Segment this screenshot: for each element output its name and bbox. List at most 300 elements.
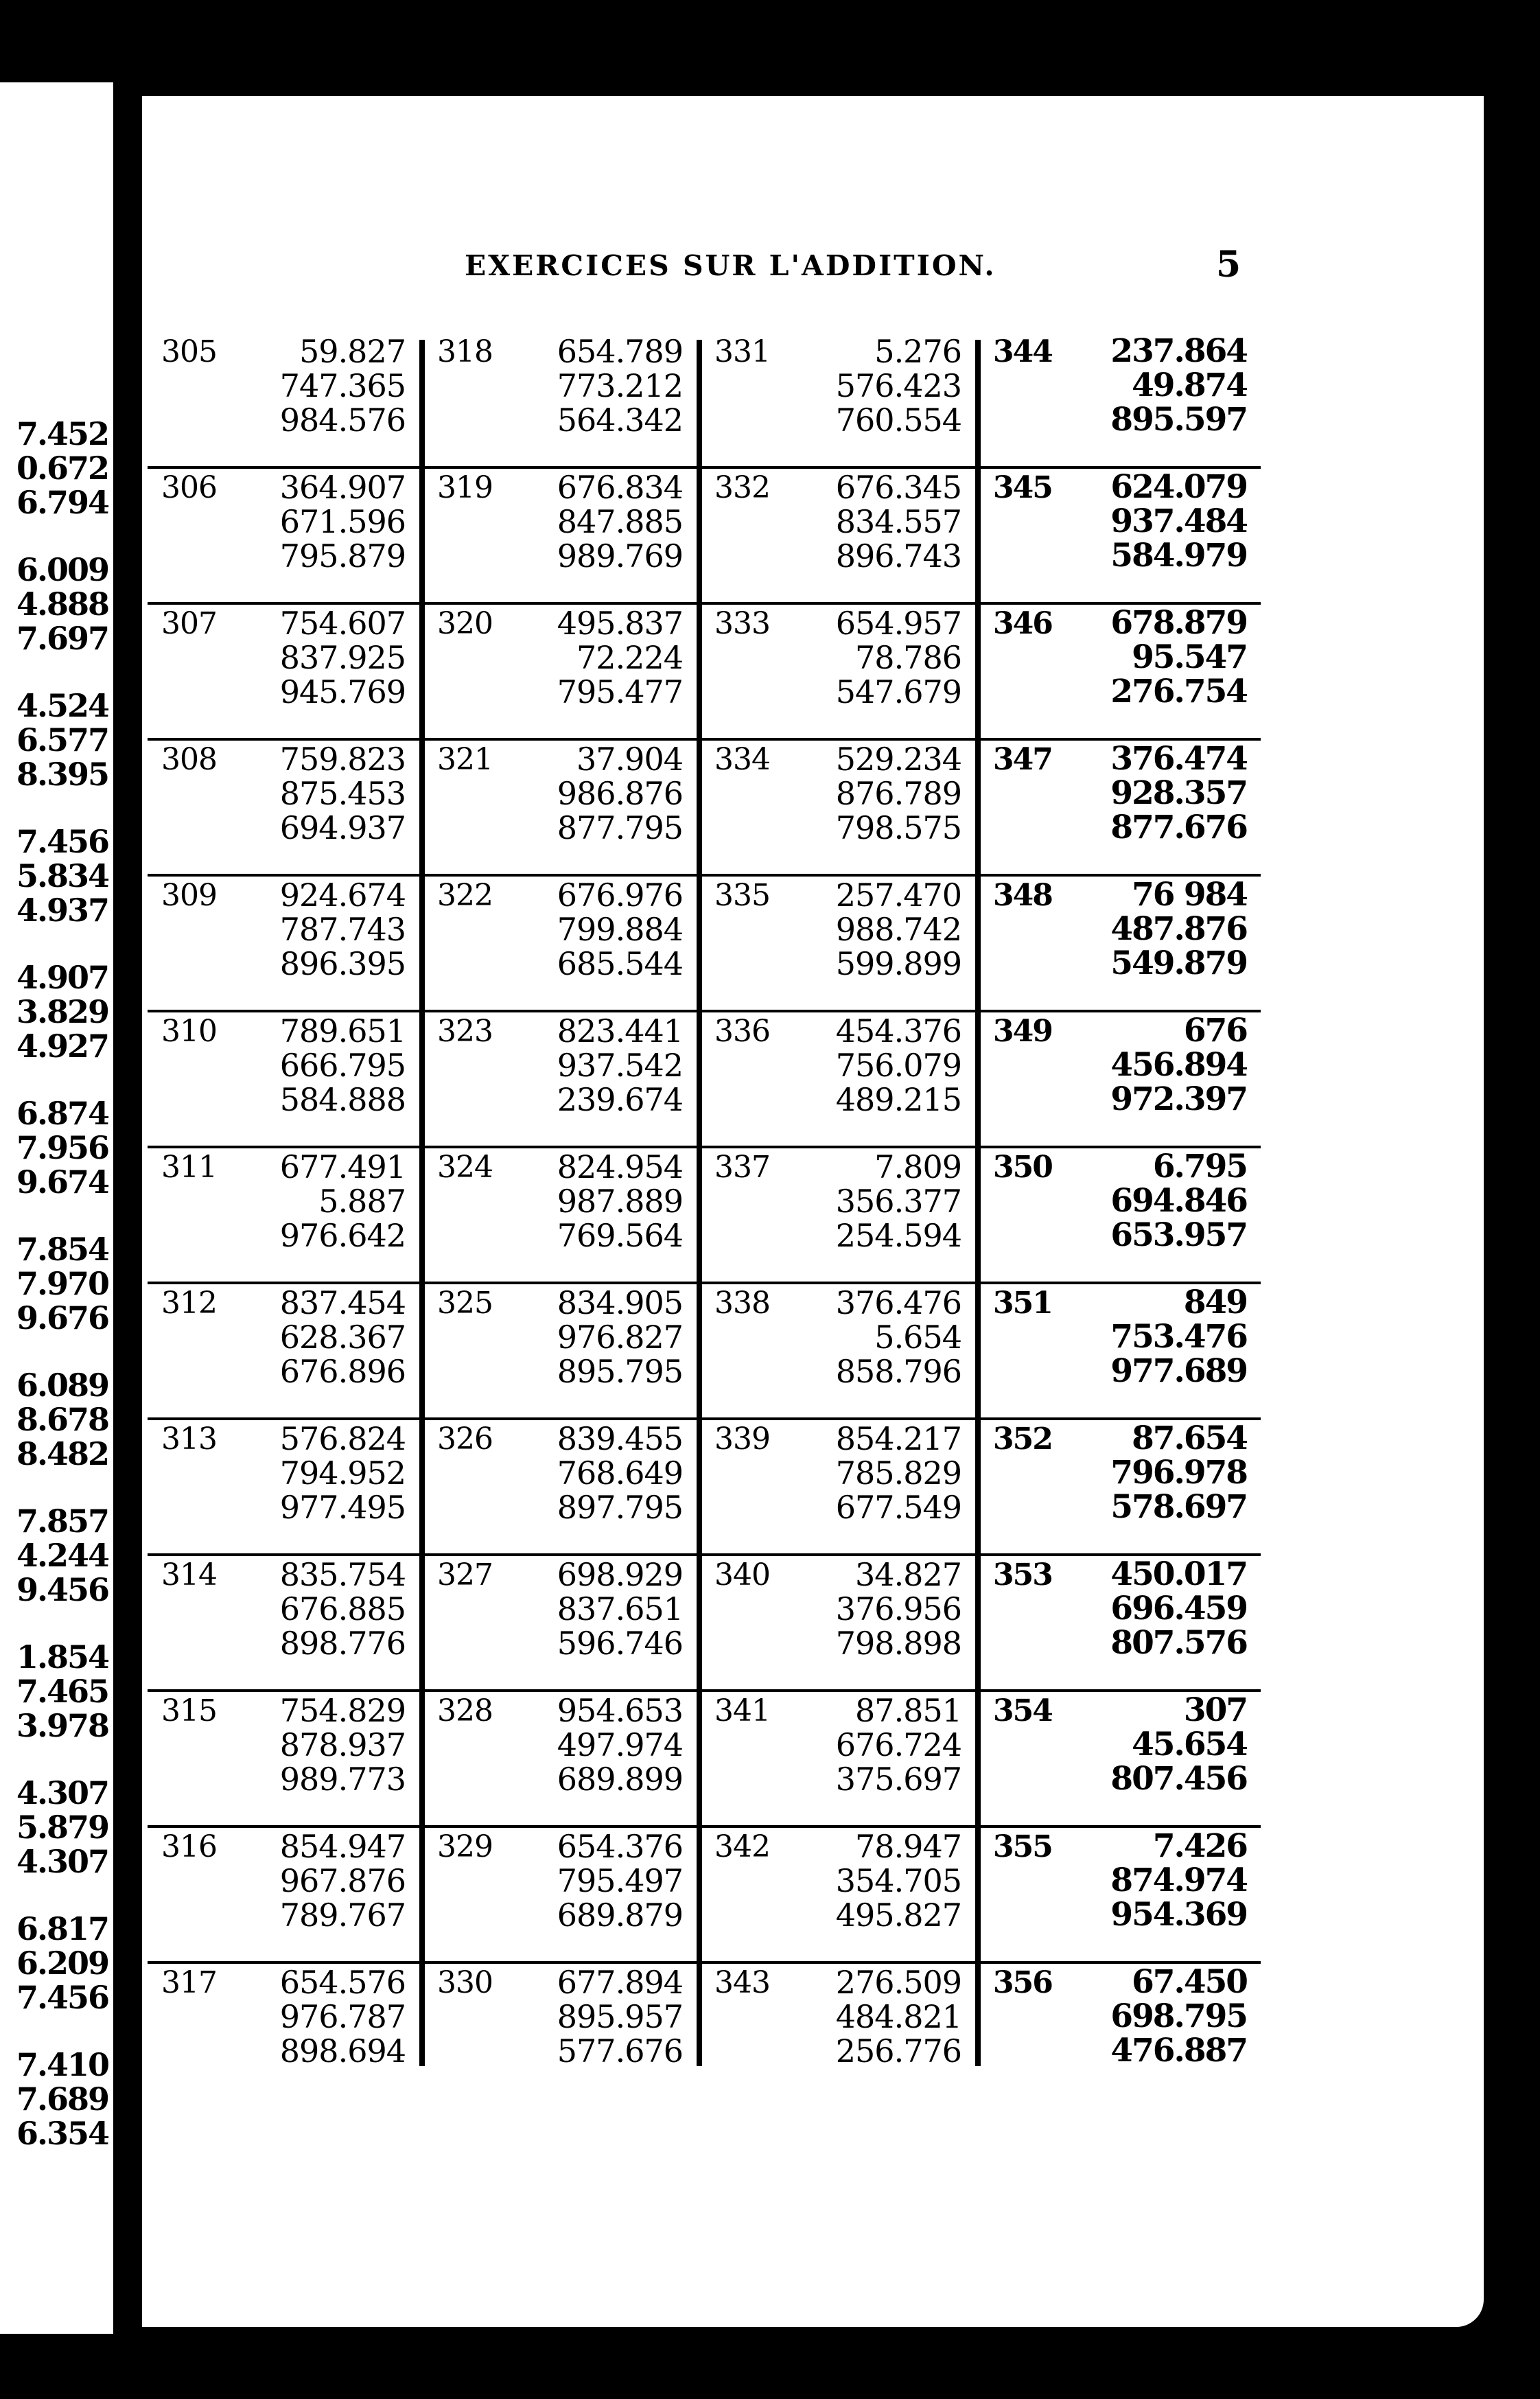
addend-value: 6.795 [1152, 1148, 1247, 1185]
exercise-item [701, 877, 975, 1012]
addend-value: 967.876 [279, 1862, 406, 1899]
adjacent-number: 8.395 [16, 756, 108, 793]
addend-value: 239.674 [557, 1081, 683, 1118]
exercise-values [1110, 1286, 1247, 1389]
addend-value: 937.542 [557, 1047, 683, 1084]
exercise-values [836, 1422, 961, 1525]
addend-value: 489.215 [835, 1081, 961, 1118]
addend-value: 694.846 [1110, 1182, 1247, 1220]
addend-value: 824.954 [557, 1148, 683, 1185]
addend-value: 37.904 [576, 741, 683, 778]
adjacent-number: 7.697 [16, 620, 108, 657]
exercise-number: 343 [714, 1965, 770, 2000]
addend-value: 898.694 [279, 2032, 406, 2070]
addend-value: 59.827 [299, 333, 406, 370]
exercise-values [836, 742, 961, 845]
addend-value: 759.823 [279, 741, 406, 778]
exercise-item [423, 1012, 697, 1148]
adjacent-number: 9.674 [16, 1163, 108, 1201]
addend-value: 984.576 [279, 402, 406, 439]
exercise-item [701, 1284, 975, 1420]
exercise-item [701, 1692, 975, 1828]
exercise-column-2 [423, 333, 697, 2070]
adjacent-number-group [0, 417, 108, 553]
adjacent-number-group [0, 1368, 108, 1504]
exercise-number: 347 [993, 742, 1052, 777]
exercise-number: 326 [437, 1422, 493, 1457]
addend-value: 653.957 [1110, 1216, 1247, 1254]
adjacent-number: 7.452 [16, 415, 108, 452]
adjacent-number: 4.937 [16, 892, 108, 929]
exercise-values [280, 1693, 406, 1796]
adjacent-number: 7.689 [16, 2081, 108, 2118]
addend-value: 895.957 [557, 1998, 683, 2035]
exercise-values [836, 1829, 961, 1932]
exercise-item [701, 741, 975, 877]
exercise-values [557, 1693, 683, 1796]
exercise-number: 354 [993, 1693, 1052, 1728]
adjacent-number: 4.907 [16, 959, 108, 996]
exercise-values [557, 1014, 683, 1117]
adjacent-number: 4.244 [16, 1537, 108, 1574]
addend-value: 977.495 [279, 1489, 406, 1526]
exercise-number: 333 [714, 606, 770, 641]
addend-value: 72.224 [576, 639, 683, 676]
exercise-values [280, 1286, 406, 1389]
adjacent-page [0, 82, 113, 2334]
addend-value: 924.674 [279, 877, 406, 914]
addend-value: 854.947 [279, 1828, 406, 1865]
adjacent-number: 6.209 [16, 1945, 108, 1982]
addend-value: 937.484 [1110, 502, 1247, 540]
addend-value: 376.474 [1110, 740, 1247, 778]
exercise-values [280, 1557, 406, 1660]
addend-value: 624.079 [1110, 468, 1247, 506]
exercise-values [280, 1422, 406, 1525]
addend-value: 76 984 [1132, 876, 1247, 914]
exercise-item [979, 1420, 1261, 1556]
exercise-number: 346 [993, 606, 1052, 641]
exercise-number: 339 [714, 1422, 770, 1457]
exercise-number: 330 [437, 1965, 493, 2000]
addend-value: 676.885 [279, 1590, 406, 1627]
exercise-values [280, 1965, 406, 2068]
addend-value: 676.834 [557, 469, 683, 506]
exercise-item [701, 605, 975, 741]
adjacent-number: 6.089 [16, 1367, 108, 1404]
addend-value: 954.653 [557, 1692, 683, 1729]
addend-value: 794.952 [279, 1455, 406, 1492]
addend-value: 698.795 [1110, 1997, 1247, 2035]
exercise-values [836, 1557, 961, 1660]
addend-value: 5.654 [874, 1319, 961, 1356]
addend-value: 954.369 [1110, 1896, 1247, 1934]
exercise-number: 345 [993, 470, 1052, 505]
exercise-item [423, 1828, 697, 1964]
exercise-item [979, 1556, 1261, 1692]
adjacent-number: 4.307 [16, 1774, 108, 1811]
addend-value: 928.357 [1110, 774, 1247, 812]
exercise-item [701, 1556, 975, 1692]
addend-value: 897.795 [557, 1489, 683, 1526]
addend-value: 976.787 [279, 1998, 406, 2035]
addend-value: 837.651 [557, 1590, 683, 1627]
adjacent-number-group [0, 2048, 108, 2183]
addend-value: 676.896 [279, 1353, 406, 1390]
addend-value: 356.377 [835, 1183, 961, 1220]
adjacent-number: 9.456 [16, 1571, 108, 1608]
exercise-number: 336 [714, 1014, 770, 1049]
exercise-number: 331 [714, 334, 770, 369]
addend-value: 694.937 [279, 809, 406, 846]
addend-value: 875.453 [279, 775, 406, 812]
adjacent-number: 6.794 [16, 484, 108, 521]
addend-value: 257.470 [835, 877, 961, 914]
exercise-number: 324 [437, 1150, 493, 1185]
addend-value: 87.654 [1132, 1419, 1247, 1457]
exercise-item [423, 1964, 697, 2100]
addend-value: 654.789 [557, 333, 683, 370]
addend-value: 354.705 [835, 1862, 961, 1899]
exercise-number: 315 [161, 1693, 217, 1728]
exercise-values [1110, 1419, 1247, 1526]
exercise-values [280, 334, 406, 437]
adjacent-page-numbers [0, 417, 108, 2183]
exercise-item [979, 605, 1261, 741]
exercise-item [701, 1964, 975, 2100]
exercise-values [280, 470, 406, 573]
exercise-item [148, 1012, 419, 1148]
addend-value: 795.879 [279, 537, 406, 575]
addend-value: 5.276 [874, 333, 961, 370]
exercise-number: 351 [993, 1286, 1052, 1321]
exercise-number: 340 [714, 1557, 770, 1592]
exercise-values [836, 1150, 961, 1253]
exercise-number: 308 [161, 742, 217, 777]
adjacent-number: 6.577 [16, 721, 108, 758]
addend-value: 977.689 [1110, 1352, 1247, 1390]
addend-value: 654.957 [835, 605, 961, 642]
exercise-number: 338 [714, 1286, 770, 1321]
addend-value: 945.769 [279, 673, 406, 710]
exercise-item [148, 741, 419, 877]
addend-value: 773.212 [557, 367, 683, 404]
addend-value: 798.575 [835, 809, 961, 846]
addend-value: 895.597 [1110, 401, 1247, 439]
addend-value: 497.974 [557, 1726, 683, 1763]
addend-value: 677.549 [835, 1489, 961, 1526]
exercise-values [557, 1829, 683, 1932]
addend-value: 67.450 [1132, 1963, 1247, 2001]
exercise-number: 334 [714, 742, 770, 777]
exercise-values [557, 1557, 683, 1660]
exercise-item [148, 1828, 419, 1964]
exercise-number: 309 [161, 878, 217, 913]
addend-value: 798.898 [835, 1625, 961, 1662]
addend-value: 756.079 [835, 1047, 961, 1084]
exercise-number: 312 [161, 1286, 217, 1321]
exercise-values [1110, 1965, 1247, 2068]
exercise-number: 313 [161, 1422, 217, 1457]
exercise-item [979, 1284, 1261, 1420]
exercise-values [836, 1286, 961, 1389]
exercise-number: 348 [993, 878, 1052, 913]
exercise-item [979, 1828, 1261, 1964]
exercise-number: 319 [437, 470, 493, 505]
addend-value: 847.885 [557, 503, 683, 540]
addend-value: 747.365 [279, 367, 406, 404]
addend-value: 676 [1183, 1012, 1247, 1050]
addend-value: 376.956 [835, 1590, 961, 1627]
addend-value: 576.824 [279, 1420, 406, 1457]
adjacent-number: 0.672 [16, 450, 108, 487]
addend-value: 7.809 [874, 1148, 961, 1185]
addend-value: 256.776 [835, 2032, 961, 2070]
exercise-number: 317 [161, 1965, 217, 2000]
exercise-item [148, 1556, 419, 1692]
adjacent-number-group [0, 1232, 108, 1368]
addend-value: 834.557 [835, 503, 961, 540]
adjacent-number: 4.524 [16, 687, 108, 724]
exercise-values [1110, 334, 1247, 437]
addend-value: 698.929 [557, 1556, 683, 1593]
addend-value: 823.441 [557, 1012, 683, 1050]
addend-value: 787.743 [279, 911, 406, 948]
exercise-values [1110, 1829, 1247, 1932]
addend-value: 895.795 [557, 1353, 683, 1390]
exercise-item [148, 469, 419, 605]
exercise-values [557, 1150, 683, 1253]
exercise-number: 310 [161, 1014, 217, 1049]
adjacent-number: 9.676 [16, 1299, 108, 1336]
exercise-number: 342 [714, 1829, 770, 1864]
addend-value: 676.345 [835, 469, 961, 506]
exercise-number: 327 [437, 1557, 493, 1592]
adjacent-number: 5.879 [16, 1809, 108, 1846]
addend-value: 837.925 [279, 639, 406, 676]
addend-value: 584.979 [1110, 537, 1247, 575]
exercise-values [836, 1965, 961, 2068]
exercise-number: 349 [993, 1014, 1052, 1049]
addend-value: 789.767 [279, 1897, 406, 1934]
adjacent-number-group [0, 1912, 108, 2048]
addend-value: 476.887 [1110, 2032, 1247, 2070]
addend-value: 976.827 [557, 1319, 683, 1356]
exercise-number: 323 [437, 1014, 493, 1049]
addend-value: 495.837 [557, 605, 683, 642]
adjacent-number: 6.009 [16, 551, 108, 588]
exercise-number: 328 [437, 1693, 493, 1728]
adjacent-number: 7.465 [16, 1673, 108, 1710]
adjacent-number: 6.874 [16, 1095, 108, 1132]
addend-value: 876.789 [835, 775, 961, 812]
exercise-values [1110, 1693, 1247, 1796]
book-gutter [113, 82, 142, 2348]
addend-value: 689.899 [557, 1761, 683, 1798]
addend-value: 276.754 [1110, 673, 1247, 710]
exercise-number: 341 [714, 1693, 770, 1728]
addend-value: 858.796 [835, 1353, 961, 1390]
exercise-values [1110, 742, 1247, 845]
exercise-values [1110, 470, 1247, 573]
exercise-number: 314 [161, 1557, 217, 1592]
addend-value: 364.907 [279, 469, 406, 506]
exercise-values [280, 1150, 406, 1253]
addend-value: 769.564 [557, 1217, 683, 1254]
exercise-column-1 [148, 333, 419, 2070]
exercise-values [280, 878, 406, 981]
addend-value: 576.423 [835, 367, 961, 404]
exercise-number: 305 [161, 334, 217, 369]
exercise-number: 356 [993, 1965, 1052, 2000]
exercise-number: 350 [993, 1150, 1052, 1185]
exercise-number: 306 [161, 470, 217, 505]
exercise-item [423, 1692, 697, 1828]
addend-value: 34.827 [855, 1556, 961, 1593]
adjacent-number: 3.829 [16, 993, 108, 1030]
exercise-item [979, 1148, 1261, 1284]
adjacent-number: 7.970 [16, 1265, 108, 1302]
exercise-table [148, 333, 1259, 2070]
exercise-values [1110, 1150, 1247, 1253]
addend-value: 768.649 [557, 1455, 683, 1492]
exercise-item [423, 469, 697, 605]
addend-value: 376.476 [835, 1284, 961, 1321]
exercise-item [148, 1420, 419, 1556]
exercise-column-4 [979, 333, 1261, 2070]
addend-value: 795.477 [557, 673, 683, 710]
exercise-item [148, 877, 419, 1012]
addend-value: 549.879 [1110, 944, 1247, 982]
addend-value: 254.594 [835, 1217, 961, 1254]
adjacent-number: 8.482 [16, 1435, 108, 1472]
exercise-number: 352 [993, 1422, 1052, 1457]
adjacent-number-group [0, 1504, 108, 1640]
addend-value: 7.426 [1152, 1827, 1247, 1865]
exercise-values [557, 1965, 683, 2068]
adjacent-number: 4.927 [16, 1028, 108, 1065]
addend-value: 87.851 [855, 1692, 961, 1729]
addend-value: 564.342 [557, 402, 683, 439]
exercise-item [423, 1420, 697, 1556]
adjacent-number: 5.834 [16, 857, 108, 894]
exercise-values [557, 878, 683, 981]
exercise-values [557, 1422, 683, 1525]
exercise-item [423, 877, 697, 1012]
addend-value: 677.491 [279, 1148, 406, 1185]
exercise-item [148, 333, 419, 469]
exercise-values [280, 606, 406, 709]
addend-value: 972.397 [1110, 1080, 1247, 1118]
exercise-values [836, 470, 961, 573]
addend-value: 78.947 [855, 1828, 961, 1865]
addend-value: 760.554 [835, 402, 961, 439]
addend-value: 487.876 [1110, 910, 1247, 948]
exercise-item [701, 1148, 975, 1284]
exercise-item [423, 1148, 697, 1284]
adjacent-number: 1.854 [16, 1638, 108, 1676]
addend-value: 671.596 [279, 503, 406, 540]
addend-value: 495.827 [835, 1897, 961, 1934]
addend-value: 877.676 [1110, 809, 1247, 846]
addend-value: 450.017 [1110, 1555, 1247, 1593]
addend-value: 547.679 [835, 673, 961, 710]
addend-value: 807.456 [1110, 1760, 1247, 1798]
addend-value: 878.937 [279, 1726, 406, 1763]
exercise-number: 353 [993, 1557, 1052, 1592]
exercise-number: 321 [437, 742, 493, 777]
exercise-item [701, 1012, 975, 1148]
addend-value: 874.974 [1110, 1862, 1247, 1899]
exercise-values [1110, 1014, 1247, 1117]
exercise-number: 344 [993, 334, 1052, 369]
exercise-values [557, 1286, 683, 1389]
addend-value: 237.864 [1110, 332, 1247, 370]
exercise-number: 332 [714, 470, 770, 505]
exercise-values [836, 1693, 961, 1796]
exercise-item [148, 1964, 419, 2100]
exercise-values [280, 1829, 406, 1932]
addend-value: 654.576 [279, 1964, 406, 2001]
exercise-values [836, 334, 961, 437]
exercise-number: 318 [437, 334, 493, 369]
addend-value: 898.776 [279, 1625, 406, 1662]
exercise-number: 325 [437, 1286, 493, 1321]
addend-value: 896.395 [279, 945, 406, 982]
adjacent-number: 6.817 [16, 1910, 108, 1947]
addend-value: 795.497 [557, 1862, 683, 1899]
exercise-number: 322 [437, 878, 493, 913]
exercise-item [979, 877, 1261, 1012]
adjacent-number-group [0, 1776, 108, 1912]
adjacent-number: 4.307 [16, 1843, 108, 1880]
addend-value: 835.754 [279, 1556, 406, 1593]
addend-value: 696.459 [1110, 1590, 1247, 1627]
adjacent-number-group [0, 1096, 108, 1232]
addend-value: 456.894 [1110, 1046, 1247, 1084]
exercise-values [1110, 1557, 1247, 1660]
exercise-item [979, 1012, 1261, 1148]
exercise-item [701, 1420, 975, 1556]
exercise-item [423, 333, 697, 469]
addend-value: 753.476 [1110, 1318, 1247, 1356]
exercise-item [979, 1692, 1261, 1828]
addend-value: 677.894 [557, 1964, 683, 2001]
addend-value: 854.217 [835, 1420, 961, 1457]
exercise-item [979, 1964, 1261, 2100]
addend-value: 989.773 [279, 1761, 406, 1798]
exercise-values [557, 334, 683, 437]
addend-value: 689.879 [557, 1897, 683, 1934]
exercise-number: 311 [161, 1150, 217, 1185]
adjacent-number: 7.857 [16, 1503, 108, 1540]
addend-value: 986.876 [557, 775, 683, 812]
adjacent-number: 6.354 [16, 2115, 108, 2152]
exercise-number: 355 [993, 1829, 1052, 1864]
exercise-item [148, 1148, 419, 1284]
page-number: 5 [1216, 244, 1241, 286]
adjacent-number: 7.456 [16, 823, 108, 860]
addend-value: 799.884 [557, 911, 683, 948]
exercise-number: 316 [161, 1829, 217, 1864]
exercise-item [979, 741, 1261, 877]
addend-value: 584.888 [279, 1081, 406, 1118]
addend-value: 837.454 [279, 1284, 406, 1321]
adjacent-number: 7.456 [16, 1979, 108, 2016]
adjacent-number: 3.978 [16, 1707, 108, 1744]
addend-value: 529.234 [835, 741, 961, 778]
exercise-item [979, 333, 1261, 469]
